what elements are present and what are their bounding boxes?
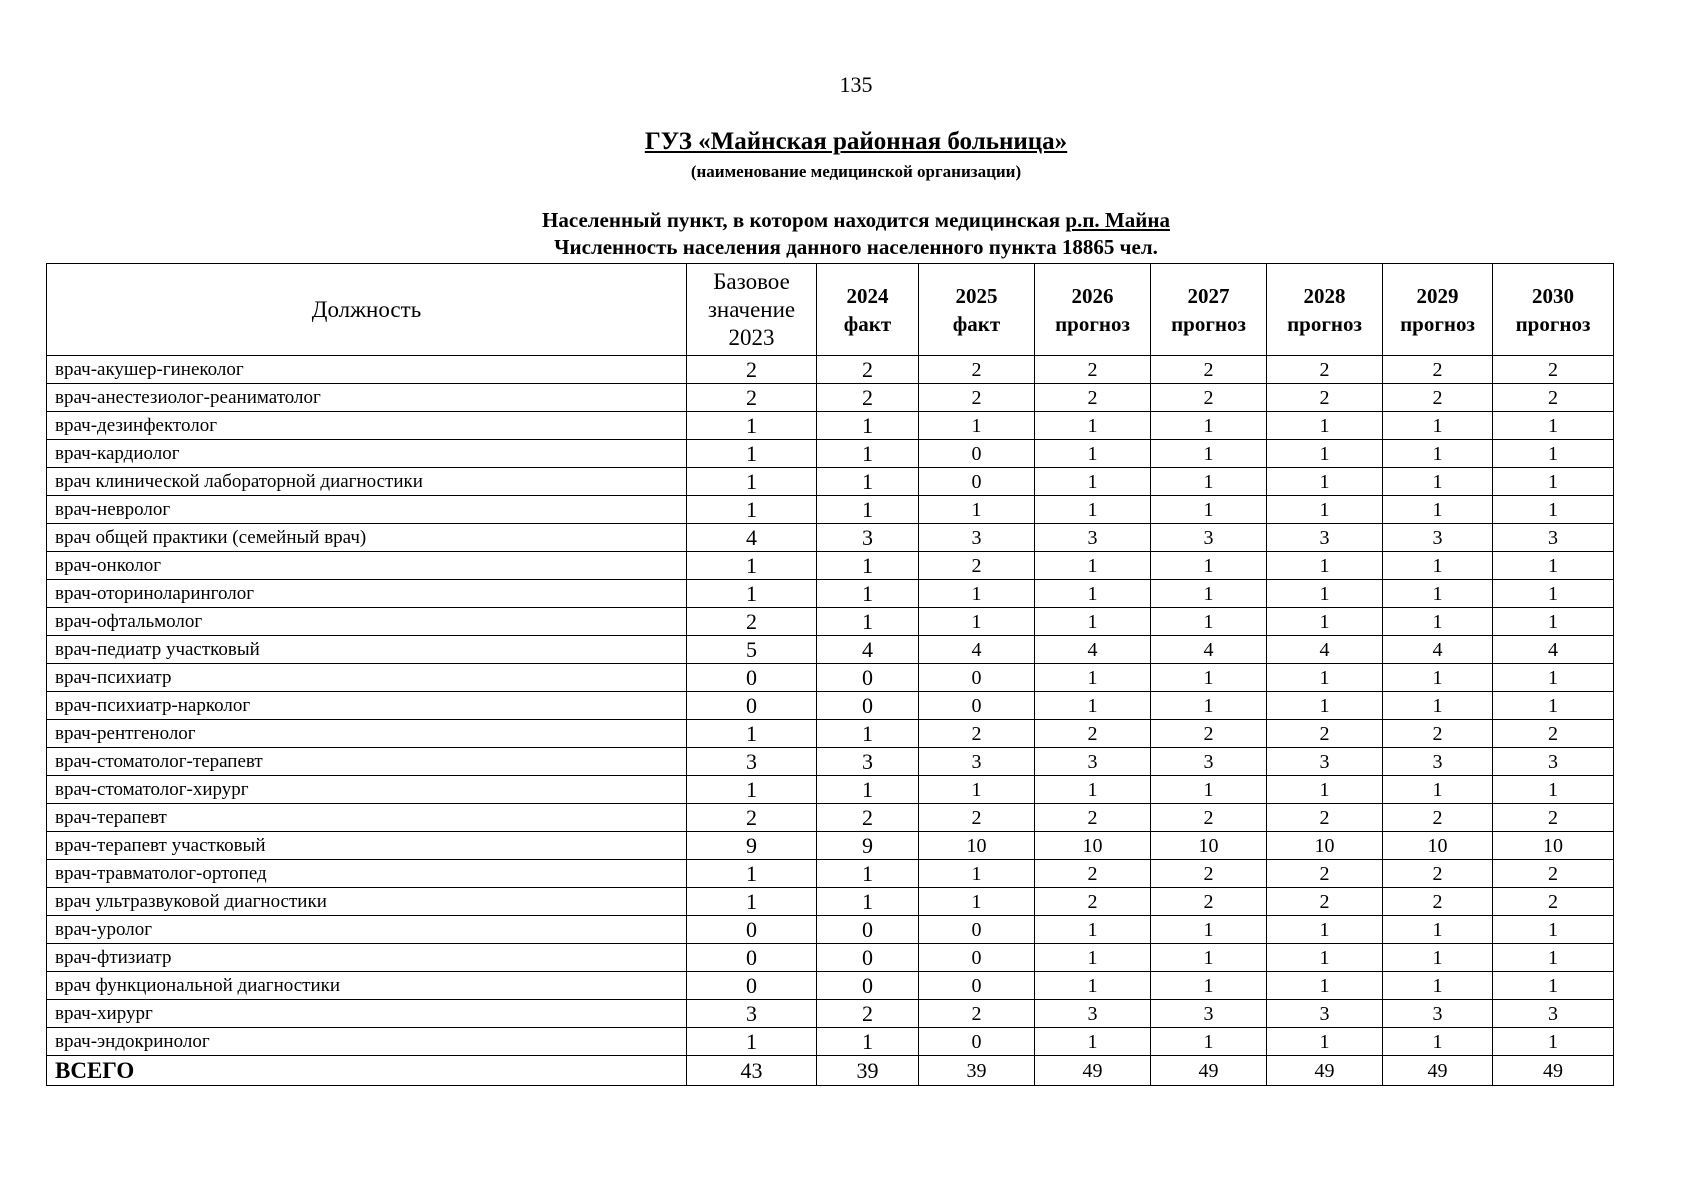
value-cell: 2 <box>817 804 919 832</box>
year-header-2030 <box>1493 264 1614 356</box>
value-cell: 1 <box>1267 664 1383 692</box>
value-cell: 1 <box>1493 692 1614 720</box>
value-cell: 1 <box>817 412 919 440</box>
base-header-line: Базовое <box>713 268 790 294</box>
year-kind: факт <box>952 311 1001 336</box>
value-cell: 1 <box>1267 776 1383 804</box>
value-cell: 3 <box>1493 1000 1614 1028</box>
value-cell: 1 <box>817 860 919 888</box>
table-row <box>47 664 1614 692</box>
value-cell: 1 <box>817 888 919 916</box>
value-cell: 2 <box>1151 384 1267 412</box>
value-cell: 1 <box>1151 776 1267 804</box>
value-cell: 1 <box>1035 552 1151 580</box>
position-cell: врач-педиатр участковый <box>47 636 687 664</box>
value-cell: 1 <box>1035 664 1151 692</box>
value-cell: 1 <box>919 860 1035 888</box>
value-cell: 1 <box>817 720 919 748</box>
value-cell: 1 <box>1035 972 1151 1000</box>
table-row <box>47 944 1614 972</box>
value-cell: 2 <box>1383 860 1493 888</box>
table-row <box>47 972 1614 1000</box>
position-cell: врач-стоматолог-хирург <box>47 776 687 804</box>
value-cell: 1 <box>1267 608 1383 636</box>
value-cell: 2 <box>1035 384 1151 412</box>
total-label: ВСЕГО <box>47 1056 687 1086</box>
position-cell: врач-уролог <box>47 916 687 944</box>
value-cell: 1 <box>1267 496 1383 524</box>
value-cell: 2 <box>687 608 817 636</box>
value-cell: 2 <box>817 1000 919 1028</box>
value-cell: 2 <box>1035 720 1151 748</box>
value-cell: 1 <box>1035 412 1151 440</box>
value-cell: 2 <box>919 720 1035 748</box>
value-cell: 4 <box>1267 636 1383 664</box>
value-cell: 1 <box>687 440 817 468</box>
value-cell: 0 <box>687 944 817 972</box>
value-cell: 1 <box>1035 608 1151 636</box>
total-row <box>47 1056 1614 1086</box>
value-cell: 10 <box>1151 832 1267 860</box>
value-cell: 2 <box>1383 888 1493 916</box>
year-label: 2024 <box>846 283 889 308</box>
value-cell: 1 <box>1151 580 1267 608</box>
value-cell: 1 <box>687 412 817 440</box>
value-cell: 1 <box>1383 412 1493 440</box>
year-kind: факт <box>843 311 892 336</box>
value-cell: 2 <box>919 356 1035 384</box>
locality-label: Населенный пункт, в котором находится медицинская <box>542 208 1061 232</box>
value-cell: 1 <box>687 580 817 608</box>
position-cell: врач-травматолог-ортопед <box>47 860 687 888</box>
table-row <box>47 916 1614 944</box>
value-cell: 1 <box>1151 496 1267 524</box>
position-cell: врач-акушер-гинеколог <box>47 356 687 384</box>
value-cell: 1 <box>1035 496 1151 524</box>
value-cell: 4 <box>687 524 817 552</box>
year-label: 2027 <box>1187 283 1230 308</box>
value-cell: 1 <box>1493 580 1614 608</box>
year-label: 2029 <box>1416 283 1459 308</box>
value-cell: 1 <box>1151 608 1267 636</box>
year-header-2028 <box>1267 264 1383 356</box>
table-row <box>47 832 1614 860</box>
value-cell: 1 <box>1267 468 1383 496</box>
value-cell: 1 <box>687 888 817 916</box>
position-header: Должность <box>47 264 687 356</box>
value-cell: 5 <box>687 636 817 664</box>
year-label: 2028 <box>1303 283 1346 308</box>
year-header-2026 <box>1035 264 1151 356</box>
value-cell: 1 <box>1383 580 1493 608</box>
value-cell: 1 <box>1151 468 1267 496</box>
total-cell: 43 <box>687 1056 817 1086</box>
total-cell: 39 <box>919 1056 1035 1086</box>
value-cell: 2 <box>1267 860 1383 888</box>
value-cell: 2 <box>1383 356 1493 384</box>
value-cell: 2 <box>919 552 1035 580</box>
value-cell: 0 <box>817 916 919 944</box>
value-cell: 1 <box>1151 692 1267 720</box>
value-cell: 2 <box>687 356 817 384</box>
value-cell: 3 <box>687 748 817 776</box>
position-cell: врач-хирург <box>47 1000 687 1028</box>
value-cell: 1 <box>817 440 919 468</box>
year-kind: прогноз <box>1400 311 1475 336</box>
position-cell: врач-терапевт <box>47 804 687 832</box>
value-cell: 3 <box>1151 1000 1267 1028</box>
value-cell: 3 <box>1493 524 1614 552</box>
value-cell: 2 <box>1383 384 1493 412</box>
value-cell: 9 <box>687 832 817 860</box>
value-cell: 2 <box>1267 804 1383 832</box>
table-row <box>47 1028 1614 1056</box>
value-cell: 1 <box>1151 1028 1267 1056</box>
value-cell: 1 <box>919 412 1035 440</box>
year-kind: прогноз <box>1055 311 1130 336</box>
value-cell: 1 <box>1493 552 1614 580</box>
value-cell: 3 <box>1383 748 1493 776</box>
value-cell: 1 <box>1493 496 1614 524</box>
position-cell: врач-онколог <box>47 552 687 580</box>
value-cell: 2 <box>1151 720 1267 748</box>
value-cell: 3 <box>919 748 1035 776</box>
value-cell: 0 <box>919 468 1035 496</box>
value-cell: 2 <box>1151 860 1267 888</box>
value-cell: 1 <box>1383 944 1493 972</box>
organization-title <box>0 128 1697 156</box>
total-cell: 49 <box>1151 1056 1267 1086</box>
value-cell: 2 <box>817 356 919 384</box>
value-cell: 0 <box>687 916 817 944</box>
table-row <box>47 440 1614 468</box>
value-cell: 1 <box>1267 1028 1383 1056</box>
value-cell: 1 <box>1151 916 1267 944</box>
position-cell: врач-терапевт участковый <box>47 832 687 860</box>
value-cell: 0 <box>817 972 919 1000</box>
value-cell: 1 <box>817 1028 919 1056</box>
value-cell: 1 <box>1383 972 1493 1000</box>
value-cell: 1 <box>1035 776 1151 804</box>
value-cell: 0 <box>919 440 1035 468</box>
value-cell: 3 <box>1035 524 1151 552</box>
table-row <box>47 524 1614 552</box>
value-cell: 1 <box>1267 692 1383 720</box>
value-cell: 1 <box>1493 776 1614 804</box>
position-cell: врач-оториноларинголог <box>47 580 687 608</box>
value-cell: 2 <box>1035 804 1151 832</box>
value-cell: 2 <box>1267 888 1383 916</box>
table-row <box>47 1000 1614 1028</box>
total-cell: 49 <box>1267 1056 1383 1086</box>
total-cell: 49 <box>1035 1056 1151 1086</box>
value-cell: 1 <box>1383 552 1493 580</box>
value-cell: 1 <box>1267 412 1383 440</box>
base-header-line: 2023 <box>728 324 775 350</box>
value-cell: 1 <box>1035 440 1151 468</box>
value-cell: 0 <box>817 692 919 720</box>
value-cell: 2 <box>687 384 817 412</box>
value-cell: 2 <box>1493 384 1614 412</box>
value-cell: 1 <box>1151 972 1267 1000</box>
table-row <box>47 860 1614 888</box>
page-number: 135 <box>839 72 873 97</box>
value-cell: 3 <box>817 748 919 776</box>
value-cell: 4 <box>817 636 919 664</box>
year-kind: прогноз <box>1287 311 1362 336</box>
value-cell: 2 <box>1493 720 1614 748</box>
value-cell: 2 <box>1383 720 1493 748</box>
value-cell: 2 <box>1267 720 1383 748</box>
position-cell: врач-рентгенолог <box>47 720 687 748</box>
position-cell: врач-офтальмолог <box>47 608 687 636</box>
position-cell: врач-стоматолог-терапевт <box>47 748 687 776</box>
value-cell: 3 <box>817 524 919 552</box>
locality-line <box>0 208 1697 233</box>
position-cell: врач функциональной диагностики <box>47 972 687 1000</box>
value-cell: 2 <box>919 1000 1035 1028</box>
locality-place: р.п. Майна <box>1065 208 1170 232</box>
value-cell: 1 <box>1383 692 1493 720</box>
table-row <box>47 580 1614 608</box>
value-cell: 1 <box>1035 468 1151 496</box>
staffing-table <box>46 263 1614 1086</box>
table-row <box>47 692 1614 720</box>
value-cell: 3 <box>919 524 1035 552</box>
table-row <box>47 608 1614 636</box>
value-cell: 3 <box>1151 524 1267 552</box>
value-cell: 10 <box>919 832 1035 860</box>
value-cell: 1 <box>1035 916 1151 944</box>
value-cell: 1 <box>1267 972 1383 1000</box>
value-cell: 2 <box>1035 860 1151 888</box>
value-cell: 2 <box>1493 356 1614 384</box>
value-cell: 1 <box>919 608 1035 636</box>
value-cell: 1 <box>1493 972 1614 1000</box>
value-cell: 3 <box>1493 748 1614 776</box>
value-cell: 1 <box>1383 776 1493 804</box>
value-cell: 1 <box>1383 916 1493 944</box>
value-cell: 1 <box>817 776 919 804</box>
value-cell: 0 <box>919 916 1035 944</box>
value-cell: 2 <box>817 384 919 412</box>
value-cell: 1 <box>1151 664 1267 692</box>
value-cell: 1 <box>919 776 1035 804</box>
year-header-2024 <box>817 264 919 356</box>
table-row <box>47 468 1614 496</box>
year-label: 2030 <box>1532 283 1574 308</box>
total-cell: 39 <box>817 1056 919 1086</box>
header-row <box>47 264 1614 356</box>
value-cell: 9 <box>817 832 919 860</box>
value-cell: 1 <box>1493 916 1614 944</box>
year-label: 2026 <box>1071 283 1114 308</box>
value-cell: 2 <box>919 384 1035 412</box>
value-cell: 0 <box>919 972 1035 1000</box>
value-cell: 2 <box>1035 356 1151 384</box>
value-cell: 3 <box>1151 748 1267 776</box>
value-cell: 2 <box>1151 804 1267 832</box>
value-cell: 2 <box>1151 356 1267 384</box>
value-cell: 3 <box>1383 1000 1493 1028</box>
value-cell: 1 <box>687 468 817 496</box>
value-cell: 2 <box>687 804 817 832</box>
value-cell: 1 <box>1151 412 1267 440</box>
value-cell: 1 <box>817 580 919 608</box>
value-cell: 0 <box>919 664 1035 692</box>
table-row <box>47 356 1614 384</box>
value-cell: 4 <box>1493 636 1614 664</box>
value-cell: 1 <box>1493 440 1614 468</box>
value-cell: 1 <box>1493 608 1614 636</box>
value-cell: 0 <box>919 944 1035 972</box>
value-cell: 3 <box>687 1000 817 1028</box>
value-cell: 1 <box>1267 440 1383 468</box>
value-cell: 1 <box>1267 916 1383 944</box>
total-cell: 49 <box>1493 1056 1614 1086</box>
table-row <box>47 636 1614 664</box>
value-cell: 10 <box>1035 832 1151 860</box>
table-body <box>47 356 1614 1086</box>
value-cell: 1 <box>1151 944 1267 972</box>
value-cell: 2 <box>1035 888 1151 916</box>
value-cell: 4 <box>919 636 1035 664</box>
value-cell: 1 <box>817 496 919 524</box>
value-cell: 1 <box>1383 496 1493 524</box>
table-row <box>47 888 1614 916</box>
table-row <box>47 776 1614 804</box>
value-cell: 1 <box>919 580 1035 608</box>
value-cell: 10 <box>1493 832 1614 860</box>
value-cell: 1 <box>687 860 817 888</box>
table-row <box>47 384 1614 412</box>
year-header-2029 <box>1383 264 1493 356</box>
year-header-2025 <box>919 264 1035 356</box>
value-cell: 10 <box>1267 832 1383 860</box>
position-cell: врач ультразвуковой диагностики <box>47 888 687 916</box>
value-cell: 0 <box>817 664 919 692</box>
value-cell: 1 <box>687 776 817 804</box>
value-cell: 2 <box>1493 804 1614 832</box>
value-cell: 0 <box>919 692 1035 720</box>
value-cell: 2 <box>1383 804 1493 832</box>
value-cell: 2 <box>1493 888 1614 916</box>
value-cell: 1 <box>1151 552 1267 580</box>
position-cell: врач-эндокринолог <box>47 1028 687 1056</box>
value-cell: 1 <box>1035 692 1151 720</box>
value-cell: 1 <box>1493 468 1614 496</box>
year-header-2027 <box>1151 264 1267 356</box>
position-cell: врач-кардиолог <box>47 440 687 468</box>
value-cell: 1 <box>817 552 919 580</box>
position-cell: врач-дезинфектолог <box>47 412 687 440</box>
value-cell: 0 <box>919 1028 1035 1056</box>
value-cell: 1 <box>1151 440 1267 468</box>
value-cell: 1 <box>1267 580 1383 608</box>
value-cell: 1 <box>919 496 1035 524</box>
value-cell: 3 <box>1267 748 1383 776</box>
value-cell: 4 <box>1151 636 1267 664</box>
value-cell: 1 <box>687 720 817 748</box>
value-cell: 10 <box>1383 832 1493 860</box>
value-cell: 1 <box>919 888 1035 916</box>
organization-caption: (наименование медицинской организации) <box>690 162 1022 181</box>
position-cell: врач-психиатр-нарколог <box>47 692 687 720</box>
value-cell: 2 <box>1267 356 1383 384</box>
value-cell: 1 <box>1383 1028 1493 1056</box>
position-cell: врач-фтизиатр <box>47 944 687 972</box>
value-cell: 3 <box>1267 1000 1383 1028</box>
value-cell: 1 <box>1383 468 1493 496</box>
base-value-header <box>687 264 817 356</box>
value-cell: 1 <box>1383 664 1493 692</box>
value-cell: 3 <box>1383 524 1493 552</box>
table-row <box>47 804 1614 832</box>
value-cell: 1 <box>1493 412 1614 440</box>
table-row <box>47 720 1614 748</box>
value-cell: 2 <box>1151 888 1267 916</box>
base-header-line: значение <box>707 296 796 322</box>
table-row <box>47 496 1614 524</box>
value-cell: 0 <box>687 972 817 1000</box>
value-cell: 1 <box>1267 552 1383 580</box>
value-cell: 1 <box>687 552 817 580</box>
position-cell: врач-анестезиолог-реаниматолог <box>47 384 687 412</box>
value-cell: 1 <box>1493 944 1614 972</box>
value-cell: 0 <box>687 664 817 692</box>
value-cell: 1 <box>1035 580 1151 608</box>
organization-name: ГУЗ «Майнская районная больница» <box>644 128 1068 155</box>
table-row <box>47 552 1614 580</box>
total-cell: 49 <box>1383 1056 1493 1086</box>
value-cell: 4 <box>1035 636 1151 664</box>
population-line: Численность населения данного населенного пункта 18865 чел. <box>554 235 1158 259</box>
year-label: 2025 <box>955 283 998 308</box>
value-cell: 1 <box>1383 608 1493 636</box>
value-cell: 1 <box>1493 664 1614 692</box>
position-cell: врач-психиатр <box>47 664 687 692</box>
position-cell: врач общей практики (семейный врач) <box>47 524 687 552</box>
value-cell: 3 <box>1035 1000 1151 1028</box>
value-cell: 3 <box>1267 524 1383 552</box>
value-cell: 3 <box>1035 748 1151 776</box>
value-cell: 2 <box>1493 860 1614 888</box>
value-cell: 0 <box>687 692 817 720</box>
value-cell: 4 <box>1383 636 1493 664</box>
value-cell: 1 <box>1383 440 1493 468</box>
year-kind: прогноз <box>1171 311 1246 336</box>
value-cell: 1 <box>1493 1028 1614 1056</box>
table-row <box>47 748 1614 776</box>
value-cell: 1 <box>687 496 817 524</box>
value-cell: 2 <box>1267 384 1383 412</box>
value-cell: 2 <box>919 804 1035 832</box>
year-kind: прогноз <box>1515 311 1591 336</box>
value-cell: 0 <box>817 944 919 972</box>
value-cell: 1 <box>687 1028 817 1056</box>
position-cell: врач-невролог <box>47 496 687 524</box>
value-cell: 1 <box>1035 944 1151 972</box>
value-cell: 1 <box>1267 944 1383 972</box>
value-cell: 1 <box>817 608 919 636</box>
table-row <box>47 412 1614 440</box>
value-cell: 1 <box>817 468 919 496</box>
value-cell: 1 <box>1035 1028 1151 1056</box>
position-cell: врач клинической лабораторной диагностики <box>47 468 687 496</box>
